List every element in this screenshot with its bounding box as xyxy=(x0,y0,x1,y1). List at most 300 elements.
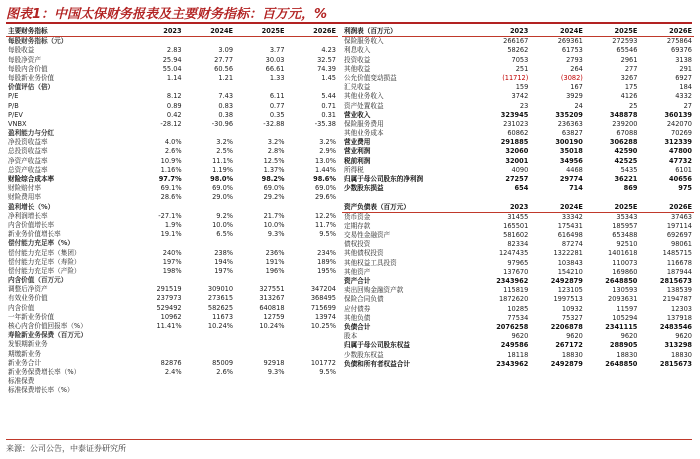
value-cell: 195% xyxy=(317,266,336,275)
table-row xyxy=(6,120,338,129)
value-cell: 0.38 xyxy=(218,110,234,119)
value-cell: 97965 xyxy=(507,258,529,267)
table-row xyxy=(342,249,694,258)
value-cell: 9.3% xyxy=(267,230,285,239)
value-cell: 12.5% xyxy=(263,156,285,165)
value-cell xyxy=(235,37,286,47)
value-cell: 187944 xyxy=(666,267,692,276)
value-cell: 25.94 xyxy=(162,55,182,64)
value-cell xyxy=(132,276,183,285)
row-label: 偿付能力充足率（%） xyxy=(8,239,74,248)
value-cell: 291 xyxy=(679,64,692,73)
value-cell: 60.56 xyxy=(214,64,234,73)
value-cell: 31455 xyxy=(507,212,529,221)
value-cell: 47732 xyxy=(669,156,692,165)
row-label: 总投资收益率 xyxy=(8,147,48,156)
value-cell xyxy=(287,386,338,395)
header-year-cell: 2024E xyxy=(184,27,235,37)
value-cell: 103843 xyxy=(557,258,583,267)
value-cell: 191% xyxy=(265,257,285,266)
value-cell: 2343962 xyxy=(496,359,529,368)
value-cell: 154210 xyxy=(557,267,583,276)
value-cell xyxy=(184,37,235,47)
table-row xyxy=(342,360,694,369)
row-label: 寿险新业务保费（百万元） xyxy=(8,331,88,340)
value-cell: 18830 xyxy=(616,350,638,359)
value-cell: 9.5% xyxy=(319,230,336,239)
value-cell: 2.6% xyxy=(164,147,182,156)
value-cell: 277 xyxy=(624,64,638,73)
table-row xyxy=(342,166,694,175)
value-cell: 240% xyxy=(162,248,182,257)
row-label: 新业务保费增长率（%） xyxy=(8,367,81,376)
table-header-row xyxy=(6,27,338,37)
value-cell: 9.5% xyxy=(319,367,336,376)
value-cell: 10.25% xyxy=(310,322,336,330)
value-cell: 82876 xyxy=(160,358,182,367)
row-label: 偿付能力充足率（集团） xyxy=(8,248,81,257)
value-cell xyxy=(235,83,286,92)
value-cell: 2815673 xyxy=(659,359,692,368)
value-cell: 692697 xyxy=(666,231,692,240)
row-label: 股本 xyxy=(344,332,358,341)
table-row xyxy=(342,83,694,92)
value-cell: 69.1% xyxy=(160,184,182,193)
value-cell: 65546 xyxy=(616,46,638,55)
value-cell: 167 xyxy=(570,83,583,92)
value-cell xyxy=(132,83,183,92)
value-cell xyxy=(287,331,338,340)
value-cell: 21.7% xyxy=(263,211,285,220)
value-cell: 189% xyxy=(317,257,336,266)
value-cell: 0.71 xyxy=(321,101,336,110)
row-label: 资产合计 xyxy=(344,277,371,286)
table-row xyxy=(342,212,694,222)
value-cell xyxy=(184,340,235,349)
value-cell: -32.88 xyxy=(263,119,285,128)
value-cell: 10.9% xyxy=(160,156,182,165)
value-cell xyxy=(184,350,235,359)
row-label: 调整后净资产 xyxy=(8,285,48,294)
table-row xyxy=(342,74,694,83)
row-label: 保险服务费用 xyxy=(344,119,384,128)
row-label: 其他业务收入 xyxy=(344,92,384,101)
value-cell: 869 xyxy=(623,184,638,193)
table-row xyxy=(6,65,338,74)
value-cell xyxy=(235,129,286,138)
bottom-rule xyxy=(6,439,692,440)
header-year-cell: 2025E xyxy=(585,27,640,37)
value-cell: 13974 xyxy=(315,312,336,321)
value-cell: 11673 xyxy=(212,312,234,321)
value-cell xyxy=(235,386,286,395)
value-cell: 66.61 xyxy=(265,64,285,73)
value-cell: 4468 xyxy=(566,165,583,174)
value-cell: 2815673 xyxy=(659,277,692,286)
title-rule xyxy=(6,22,692,24)
value-cell: 3138 xyxy=(675,55,692,64)
value-cell xyxy=(132,340,183,349)
row-label: 资产处置收益 xyxy=(344,101,384,110)
value-cell: 9.3% xyxy=(267,367,285,376)
table-row xyxy=(6,258,338,267)
value-cell: 1.9% xyxy=(164,220,182,229)
row-label: 标准保费 xyxy=(8,377,35,386)
table-row xyxy=(342,147,694,156)
value-cell: 98.2% xyxy=(261,175,285,183)
value-cell: 2.8% xyxy=(267,147,285,156)
value-cell: 239200 xyxy=(612,119,638,128)
row-label: 有效业务价值 xyxy=(8,294,48,303)
value-cell: 87274 xyxy=(561,240,583,249)
row-label: 货币资金 xyxy=(344,212,371,221)
value-cell xyxy=(235,377,286,386)
value-cell: 29.6% xyxy=(315,193,336,202)
value-cell: 30.03 xyxy=(265,55,285,64)
value-cell: 266167 xyxy=(503,37,529,46)
value-cell: 12303 xyxy=(671,304,692,313)
value-cell: 0.31 xyxy=(321,110,336,119)
value-cell xyxy=(132,239,183,248)
header-year-cell: 2024E xyxy=(530,27,585,37)
value-cell: (11712) xyxy=(502,73,529,82)
value-cell: 137918 xyxy=(666,313,692,322)
value-cell: 29.0% xyxy=(212,193,234,202)
value-cell xyxy=(287,37,338,47)
row-label: VNBX xyxy=(8,119,27,128)
table-row xyxy=(6,239,338,248)
header-title-cell: 利润表（百万元） xyxy=(342,27,476,37)
value-cell: 313267 xyxy=(259,294,285,303)
value-cell: 24 xyxy=(574,101,583,110)
value-cell: 3742 xyxy=(511,92,529,101)
value-cell: 130593 xyxy=(612,286,638,295)
row-label: 期缴新业务 xyxy=(8,349,41,358)
row-label: 负债合计 xyxy=(344,322,371,331)
header-year-cell: 2026E xyxy=(639,27,694,37)
value-cell: 198% xyxy=(162,266,182,275)
row-label: 定期存款 xyxy=(344,221,371,230)
table-row xyxy=(6,83,338,92)
value-cell xyxy=(235,239,286,248)
table-row xyxy=(342,138,694,147)
value-cell: 238% xyxy=(214,248,234,257)
value-cell xyxy=(132,203,183,212)
value-cell: (3082) xyxy=(560,73,583,82)
row-label: 偿付能力充足率（寿险） xyxy=(8,257,81,266)
value-cell xyxy=(184,377,235,386)
row-label: P/E xyxy=(8,92,19,101)
value-cell: 197% xyxy=(214,266,234,275)
value-cell xyxy=(184,83,235,92)
value-cell: 4126 xyxy=(620,92,638,101)
value-cell: 75327 xyxy=(561,313,583,322)
value-cell xyxy=(287,377,338,386)
value-cell: -30.96 xyxy=(211,119,234,128)
table-header-row xyxy=(342,203,694,213)
header-year-cell: 2026E xyxy=(287,27,338,37)
value-cell: 1.33 xyxy=(269,73,285,82)
row-label: 投资收益 xyxy=(344,55,371,64)
table-row xyxy=(6,111,338,120)
value-cell: 616498 xyxy=(557,231,583,240)
row-label: 内含价值 xyxy=(8,303,35,312)
row-label: 净投资收益率 xyxy=(8,138,48,147)
value-cell xyxy=(235,350,286,359)
row-label: 每股净资产 xyxy=(8,55,41,64)
value-cell: 309010 xyxy=(207,285,234,294)
row-label: P/EV xyxy=(8,110,23,119)
value-cell: 1401618 xyxy=(608,249,638,258)
header-year-cell: 2024E xyxy=(530,203,585,213)
row-label: 净利润增长率 xyxy=(8,211,48,220)
value-cell: 242070 xyxy=(666,119,692,128)
row-label: 财险费用率 xyxy=(8,193,41,202)
row-label: 内含价值（百万元） xyxy=(8,276,68,285)
value-cell: 236363 xyxy=(557,119,583,128)
row-label: 其他债权投资 xyxy=(344,249,384,258)
value-cell: 2961 xyxy=(620,55,638,64)
value-cell: 10.24% xyxy=(259,322,285,330)
value-cell: 11.1% xyxy=(212,156,234,165)
value-cell: 581602 xyxy=(503,231,529,240)
row-label: 其他权益工具投资 xyxy=(344,258,397,267)
row-label: 营业费用 xyxy=(344,138,371,147)
value-cell: 1.21 xyxy=(218,73,234,82)
value-cell: 529492 xyxy=(156,303,182,312)
value-cell: 2483546 xyxy=(659,322,692,331)
income-statement-table xyxy=(342,27,694,193)
value-cell: 6101 xyxy=(675,165,692,174)
statements-panel xyxy=(342,27,694,369)
table-row xyxy=(6,322,338,331)
value-cell: 4090 xyxy=(511,165,529,174)
value-cell: 98.0% xyxy=(210,175,234,183)
row-label: P/B xyxy=(8,101,19,110)
row-label: 汇兑收益 xyxy=(344,83,371,92)
table-row xyxy=(6,368,338,377)
row-label: 净资产收益率 xyxy=(8,156,48,165)
value-cell: 654 xyxy=(514,184,529,193)
value-cell: 3929 xyxy=(566,92,583,101)
table-row xyxy=(342,323,694,332)
table-row xyxy=(6,359,338,368)
value-cell: 0.89 xyxy=(166,101,182,110)
row-label: 每股内含价值 xyxy=(8,64,48,73)
value-cell: 2206878 xyxy=(550,322,583,331)
value-cell: 1247435 xyxy=(498,249,529,258)
row-label: 每股收益 xyxy=(8,46,35,55)
value-cell: 69.0% xyxy=(263,184,285,193)
table-row xyxy=(6,203,338,212)
row-label: 其他收益 xyxy=(344,64,371,73)
value-cell xyxy=(287,129,338,138)
row-label: 保险服务收入 xyxy=(344,37,384,46)
table-row xyxy=(342,231,694,240)
value-cell: 288905 xyxy=(609,341,638,350)
value-cell: 55.04 xyxy=(162,64,182,73)
value-cell: 6.5% xyxy=(216,230,234,239)
value-cell: 291885 xyxy=(500,138,529,147)
value-cell: 27.77 xyxy=(214,55,234,64)
value-cell xyxy=(132,331,183,340)
table-row xyxy=(342,240,694,249)
row-label: 总资产收益率 xyxy=(8,165,48,174)
row-label: 营业收入 xyxy=(344,110,371,119)
value-cell: 34956 xyxy=(559,156,583,165)
value-cell: 231023 xyxy=(503,119,529,128)
value-cell: 1.37% xyxy=(263,165,285,174)
value-cell: 196% xyxy=(265,266,285,275)
row-label: 利息收入 xyxy=(344,46,371,55)
table-row xyxy=(342,314,694,323)
value-cell: 1322281 xyxy=(553,249,583,258)
value-cell: 3.2% xyxy=(319,138,336,147)
row-label: 交易性金融资产 xyxy=(344,231,391,240)
table-row xyxy=(6,377,338,386)
value-cell: 32060 xyxy=(505,147,529,156)
value-cell: 313298 xyxy=(664,341,692,350)
value-cell: 2076258 xyxy=(496,322,529,331)
value-cell: 42590 xyxy=(614,147,638,156)
value-cell xyxy=(287,83,338,92)
value-cell: 269361 xyxy=(557,37,583,46)
value-cell xyxy=(235,340,286,349)
row-label: 保险合同负债 xyxy=(344,295,384,304)
value-cell: 197% xyxy=(162,257,182,266)
value-cell: 185957 xyxy=(612,221,638,230)
financial-indicators-table xyxy=(6,27,338,396)
value-cell xyxy=(132,129,183,138)
value-cell: 60862 xyxy=(507,129,529,138)
table-row xyxy=(6,350,338,359)
row-label: 负债和所有者权益合计 xyxy=(344,359,410,368)
value-cell: 2093631 xyxy=(608,295,638,304)
row-label: 所得税 xyxy=(344,165,364,174)
table-row xyxy=(342,65,694,74)
value-cell: 2343962 xyxy=(496,277,529,286)
row-label: 盈利增长（%） xyxy=(8,202,55,211)
value-cell xyxy=(235,203,286,212)
header-year-cell: 2023 xyxy=(132,27,183,37)
value-cell: 67088 xyxy=(616,129,638,138)
table-row xyxy=(342,222,694,231)
table-row xyxy=(6,166,338,175)
value-cell: 137670 xyxy=(503,267,529,276)
row-label: 归属于母公司股东权益 xyxy=(344,341,410,350)
value-cell: 98061 xyxy=(671,240,692,249)
value-cell: 0.77 xyxy=(269,101,285,110)
row-label: 新业务合计 xyxy=(8,358,41,367)
value-cell: 12759 xyxy=(263,312,285,321)
table-row xyxy=(6,294,338,303)
header-year-cell: 2023 xyxy=(476,27,531,37)
value-cell: 23 xyxy=(519,101,529,110)
table-row xyxy=(6,386,338,395)
value-cell xyxy=(184,129,235,138)
table-row xyxy=(6,129,338,138)
table-row xyxy=(6,267,338,276)
row-label: 每股新业务价值 xyxy=(8,73,55,82)
row-label: 财险综合成本率 xyxy=(8,175,55,183)
row-label: 营业利润 xyxy=(344,147,371,156)
value-cell: 10932 xyxy=(561,304,583,313)
value-cell: 11.41% xyxy=(156,322,182,330)
value-cell: 82334 xyxy=(507,240,529,249)
table-row xyxy=(342,305,694,314)
row-label: 新业务价值增长率 xyxy=(8,230,61,239)
table-row xyxy=(342,129,694,138)
header-year-cell: 2026E xyxy=(639,203,694,213)
value-cell: 175431 xyxy=(557,221,583,230)
header-title-cell: 主要财务指标 xyxy=(6,27,132,37)
value-cell: -35.38 xyxy=(314,119,336,128)
table-row xyxy=(6,212,338,221)
value-cell: 138539 xyxy=(666,286,692,295)
value-cell: 251 xyxy=(515,64,529,73)
value-cell xyxy=(184,386,235,395)
row-label: 财险赔付率 xyxy=(8,184,41,193)
value-cell: 97.7% xyxy=(158,175,182,183)
value-cell: 29774 xyxy=(559,175,583,183)
value-cell: 37463 xyxy=(671,212,692,221)
value-cell: 25 xyxy=(629,101,638,110)
value-cell: 58262 xyxy=(507,46,529,55)
value-cell: 10.24% xyxy=(207,322,234,330)
value-cell: 2648850 xyxy=(605,277,638,286)
row-label: 其他负债 xyxy=(344,313,371,322)
table-row xyxy=(6,331,338,340)
value-cell: 35343 xyxy=(616,212,638,221)
value-cell: 70269 xyxy=(671,129,692,138)
row-label: 其他资产 xyxy=(344,267,371,276)
value-cell: 32.57 xyxy=(317,55,336,64)
value-cell: 7.43 xyxy=(218,92,234,101)
value-cell: 1.44% xyxy=(315,165,336,174)
table-row xyxy=(342,46,694,55)
row-label: 应付债券 xyxy=(344,304,371,313)
value-cell: 653488 xyxy=(612,231,638,240)
table-row xyxy=(342,92,694,101)
table-row xyxy=(342,120,694,129)
header-year-cell: 2025E xyxy=(585,203,640,213)
value-cell: 1.45 xyxy=(321,73,336,82)
value-cell: 85009 xyxy=(212,358,234,367)
value-cell: 13.0% xyxy=(315,156,336,165)
table-row xyxy=(342,341,694,350)
value-cell: 47800 xyxy=(669,147,692,156)
value-cell: 194% xyxy=(214,257,234,266)
value-cell: 2492879 xyxy=(550,359,583,368)
value-cell xyxy=(287,350,338,359)
value-cell: 714 xyxy=(569,184,583,193)
value-cell: 6.11 xyxy=(269,92,285,101)
value-cell xyxy=(132,386,183,395)
value-cell: 27257 xyxy=(505,175,529,183)
row-label: 税前利润 xyxy=(344,156,371,165)
value-cell: 2648850 xyxy=(605,359,638,368)
table-row xyxy=(6,285,338,294)
table-row xyxy=(6,230,338,239)
value-cell xyxy=(184,239,235,248)
value-cell xyxy=(287,239,338,248)
row-label: 盈利能力与分红 xyxy=(8,129,55,138)
value-cell: 312339 xyxy=(664,138,692,147)
value-cell xyxy=(287,340,338,349)
value-cell: 1485715 xyxy=(662,249,692,258)
value-cell: 3.2% xyxy=(216,138,234,147)
value-cell: 159 xyxy=(515,83,529,92)
